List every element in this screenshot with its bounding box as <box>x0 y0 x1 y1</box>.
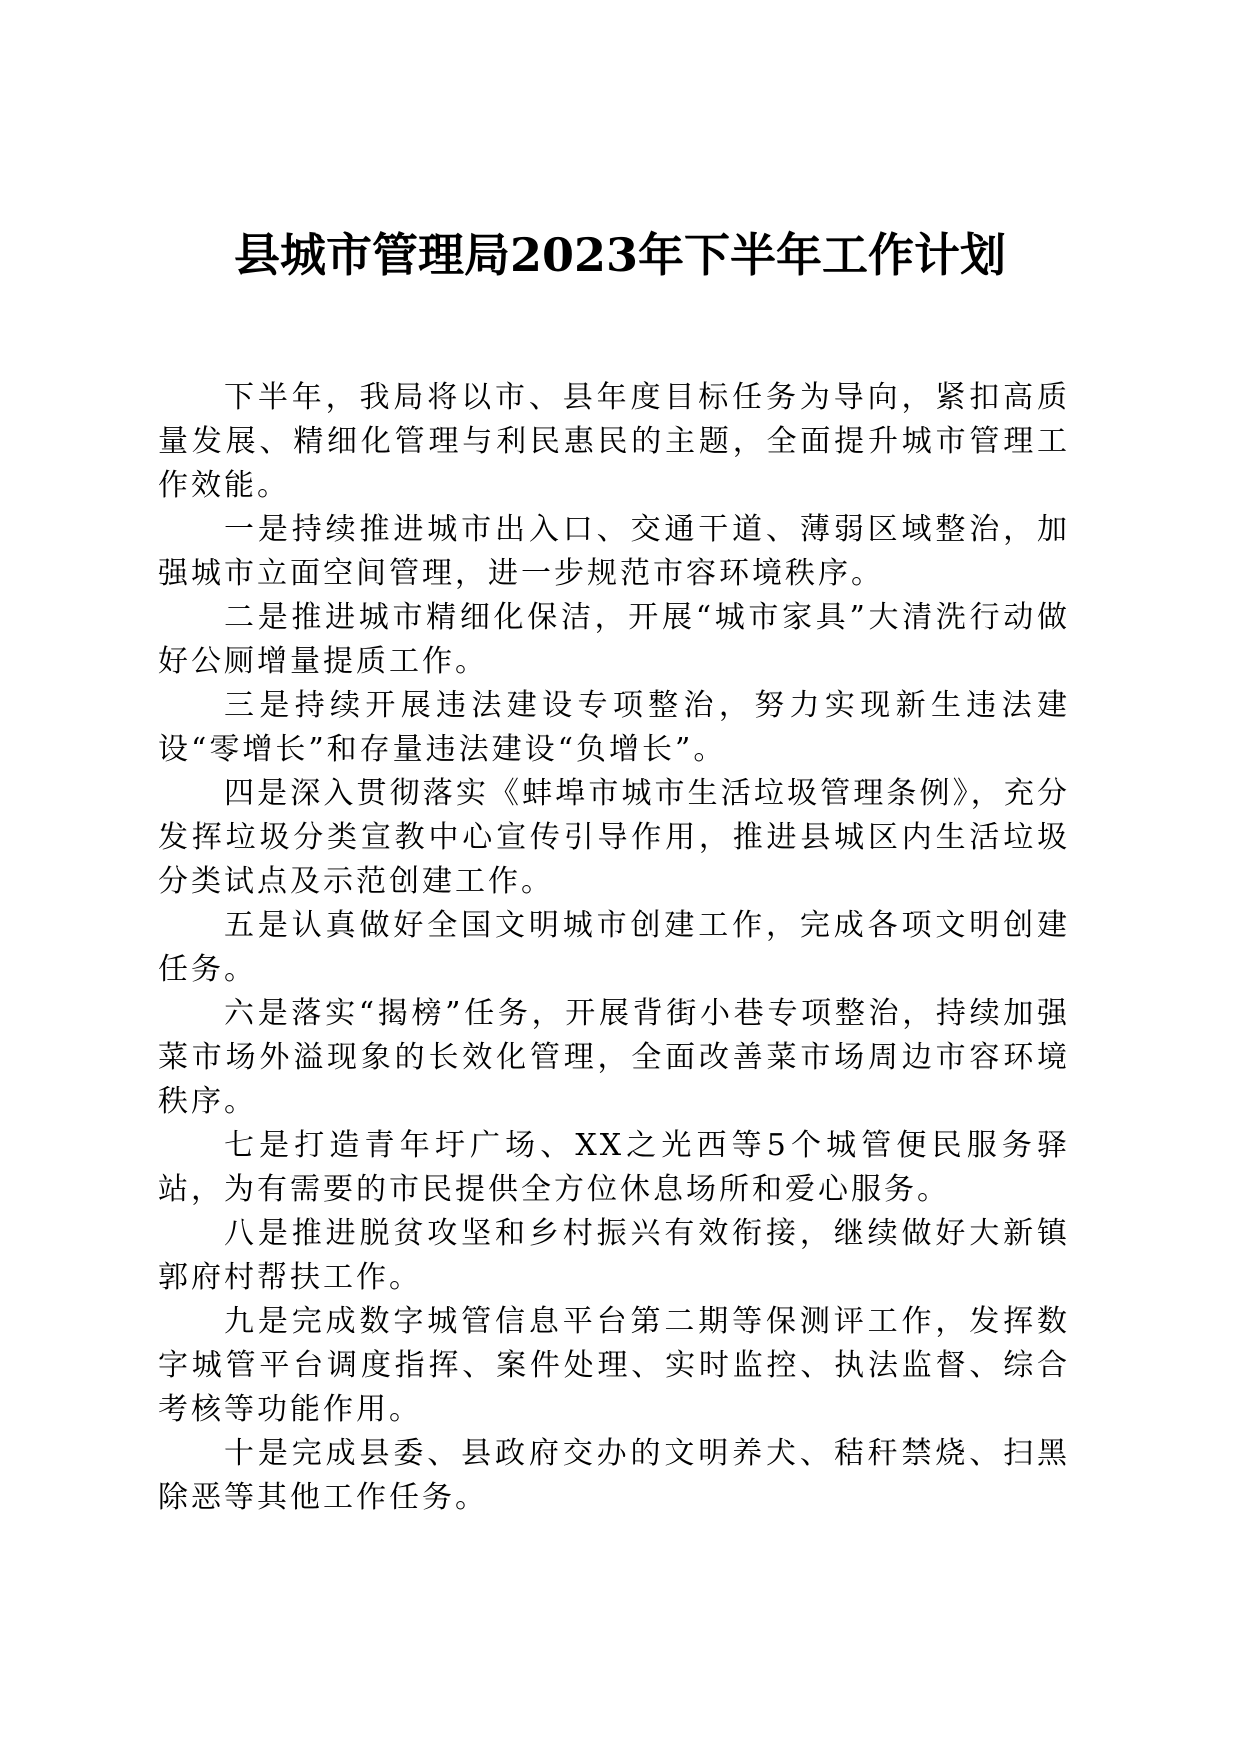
plan-item-2: 二是推进城市精细化保洁，开展“城市家具”大清洗行动做好公厕增量提质工作。 <box>158 600 1070 679</box>
plan-item-5: 五是认真做好全国文明城市创建工作，完成各项文明创建任务。 <box>158 908 1070 987</box>
plan-item-10: 十是完成县委、县政府交办的文明养犬、秸秆禁烧、扫黑除恶等其他工作任务。 <box>158 1436 1070 1515</box>
plan-item-3: 三是持续开展违法建设专项整治，努力实现新生违法建设“零增长”和存量违法建设“负增长”。 <box>158 688 1070 767</box>
document-title: 县城市管理局2023年下半年工作计划 <box>233 228 1007 282</box>
plan-item-7: 七是打造青年圩广场、XX之光西等5个城管便民服务驿站，为有需要的市民提供全方位休息场所和爱心服务。 <box>158 1128 1070 1207</box>
document-body <box>158 376 1070 1520</box>
plan-item-1: 一是持续推进城市出入口、交通干道、薄弱区域整治，加强城市立面空间管理，进一步规范市容环境秩序。 <box>158 512 1070 591</box>
plan-item-6: 六是落实“揭榜”任务，开展背街小巷专项整治，持续加强菜市场外溢现象的长效化管理，全面改善菜市场周边市容环境秩序。 <box>158 996 1070 1119</box>
plan-item-8: 八是推进脱贫攻坚和乡村振兴有效衔接，继续做好大新镇郭府村帮扶工作。 <box>158 1216 1070 1295</box>
intro-paragraph: 下半年，我局将以市、县年度目标任务为导向，紧扣高质量发展、精细化管理与利民惠民的主题，全面提升城市管理工作效能。 <box>158 380 1070 503</box>
plan-item-9: 九是完成数字城管信息平台第二期等保测评工作，发挥数字城管平台调度指挥、案件处理、实时监控、执法监督、综合考核等功能作用。 <box>158 1304 1070 1427</box>
plan-item-4: 四是深入贯彻落实《蚌埠市城市生活垃圾管理条例》，充分发挥垃圾分类宣教中心宣传引导作用，推进县城区内生活垃圾分类试点及示范创建工作。 <box>158 776 1070 899</box>
